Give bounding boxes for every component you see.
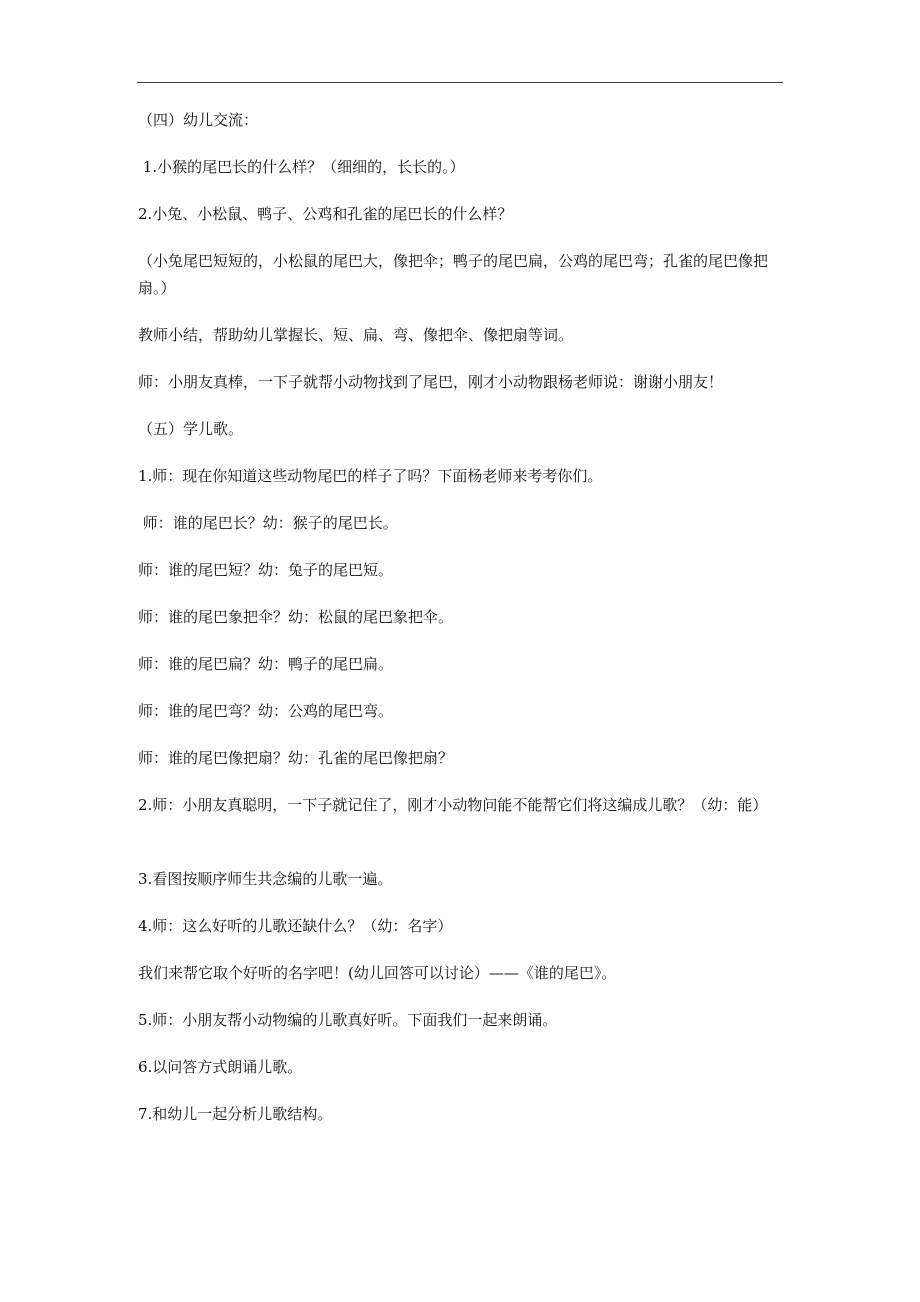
document-body xyxy=(138,107,788,1148)
dialogue-line: 师：谁的尾巴长？幼：猴子的尾巴长。 xyxy=(138,514,398,532)
section-heading-4: （四）幼儿交流： xyxy=(138,111,259,129)
paragraph: 1.小猴的尾巴长的什么样？（细细的，长长的。） xyxy=(138,158,465,176)
paragraph: 我们来帮它取个好听的名字吧！(幼儿回答可以讨论）——《谁的尾巴》。 xyxy=(138,964,617,982)
dialogue-line: 师：谁的尾巴扁？幼：鸭子的尾巴扁。 xyxy=(138,655,394,673)
paragraph: 4.师：这么好听的儿歌还缺什么？（幼：名字） xyxy=(138,917,453,935)
paragraph: （小兔尾巴短短的，小松鼠的尾巴大，像把伞；鸭子的尾巴扁，公鸡的尾巴弯；孔雀的尾巴像把扇。） xyxy=(138,252,769,297)
header-rule xyxy=(137,82,783,83)
dialogue-line: 师：谁的尾巴短？幼：兔子的尾巴短。 xyxy=(138,561,394,579)
paragraph: 1.师：现在你知道这些动物尾巴的样子了吗？下面杨老师来考考你们。 xyxy=(138,467,603,485)
dialogue-line: 师：谁的尾巴象把伞？幼：松鼠的尾巴象把伞。 xyxy=(138,608,454,626)
dialogue-line: 师：谁的尾巴像把扇？幼：孔雀的尾巴像把扇？ xyxy=(138,749,454,767)
paragraph: 7.和幼儿一起分析儿歌结构。 xyxy=(138,1105,333,1123)
paragraph: 师：小朋友真棒，一下子就帮小动物找到了尾巴，刚才小动物跟杨老师说：谢谢小朋友！ xyxy=(138,373,724,391)
section-heading-5: （五）学儿歌。 xyxy=(138,420,244,438)
paragraph: 3.看图按顺序师生共念编的儿歌一遍。 xyxy=(138,870,393,888)
dialogue-line: 师：谁的尾巴弯？幼：公鸡的尾巴弯。 xyxy=(138,702,394,720)
paragraph: 2.师：小朋友真聪明，一下子就记住了，刚才小动物问能不能帮它们将这编成儿歌？（幼：能） xyxy=(138,796,768,814)
paragraph: 教师小结，帮助幼儿掌握长、短、扁、弯、像把伞、像把扇等词。 xyxy=(138,326,574,344)
paragraph: 2.小兔、小松鼠、鸭子、公鸡和孔雀的尾巴长的什么样？ xyxy=(138,205,513,223)
paragraph: 5.师：小朋友帮小动物编的儿歌真好听。下面我们一起来朗诵。 xyxy=(138,1011,558,1029)
paragraph: 6.以问答方式朗诵儿歌。 xyxy=(138,1058,303,1076)
